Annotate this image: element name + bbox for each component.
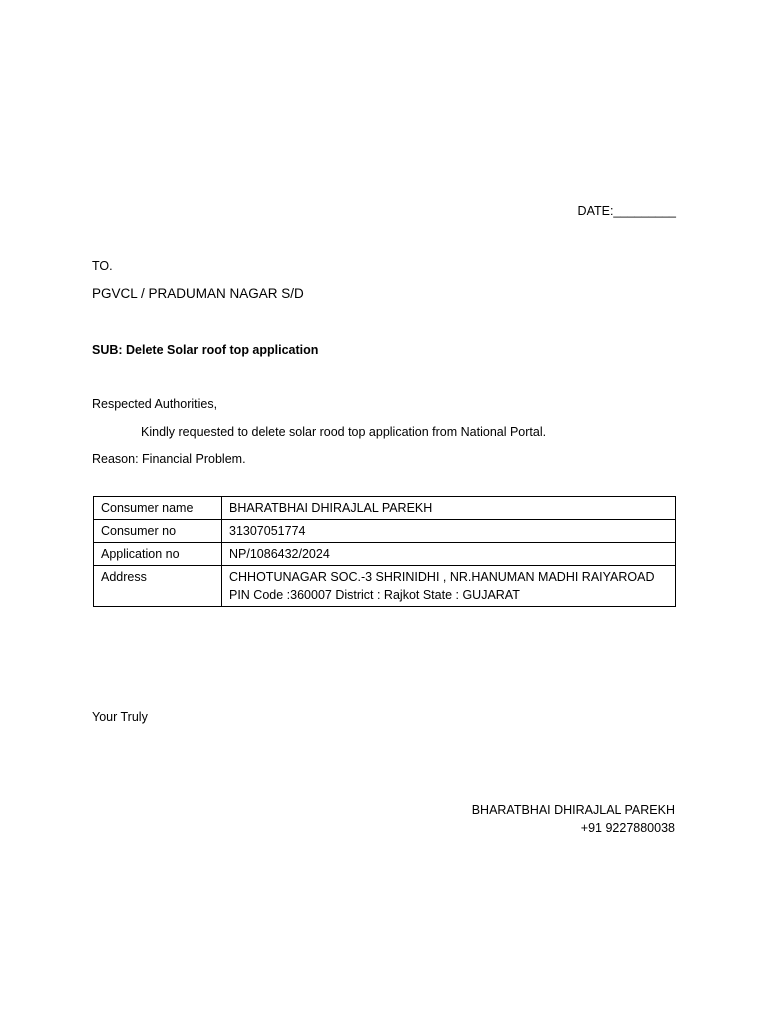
date-line: DATE:_________ xyxy=(577,204,676,218)
table-row xyxy=(94,543,676,566)
consumer-name-label: Consumer name xyxy=(94,497,222,520)
table-row xyxy=(94,520,676,543)
table-row xyxy=(94,566,676,607)
to-label: TO. xyxy=(92,259,113,273)
closing-line: Your Truly xyxy=(92,710,148,724)
consumer-no-label: Consumer no xyxy=(94,520,222,543)
address-label: Address xyxy=(94,566,222,607)
salutation: Respected Authorities, xyxy=(92,397,218,411)
application-no-label: Application no xyxy=(94,543,222,566)
consumer-name-value: BHARATBHAI DHIRAJLAL PAREKH xyxy=(222,497,676,520)
reason-line: Reason: Financial Problem. xyxy=(92,452,246,466)
table-row xyxy=(94,497,676,520)
letter-body: Kindly requested to delete solar rood top application from National Portal. xyxy=(141,425,547,439)
consumer-no-value: 31307051774 xyxy=(222,520,676,543)
consumer-details-table xyxy=(93,496,676,607)
address-value: CHHOTUNAGAR SOC.-3 SHRINIDHI , NR.HANUMAN MADHI RAIYAROAD PIN Code :360007 District : Rajkot State : GUJARAT xyxy=(222,566,676,607)
application-no-value: NP/1086432/2024 xyxy=(222,543,676,566)
signature-name: BHARATBHAI DHIRAJLAL PAREKH xyxy=(471,803,675,817)
signature-phone: +91 9227880038 xyxy=(580,821,675,835)
recipient-address: PGVCL / PRADUMAN NAGAR S/D xyxy=(92,286,304,301)
subject-line: SUB: Delete Solar roof top application xyxy=(92,343,319,357)
